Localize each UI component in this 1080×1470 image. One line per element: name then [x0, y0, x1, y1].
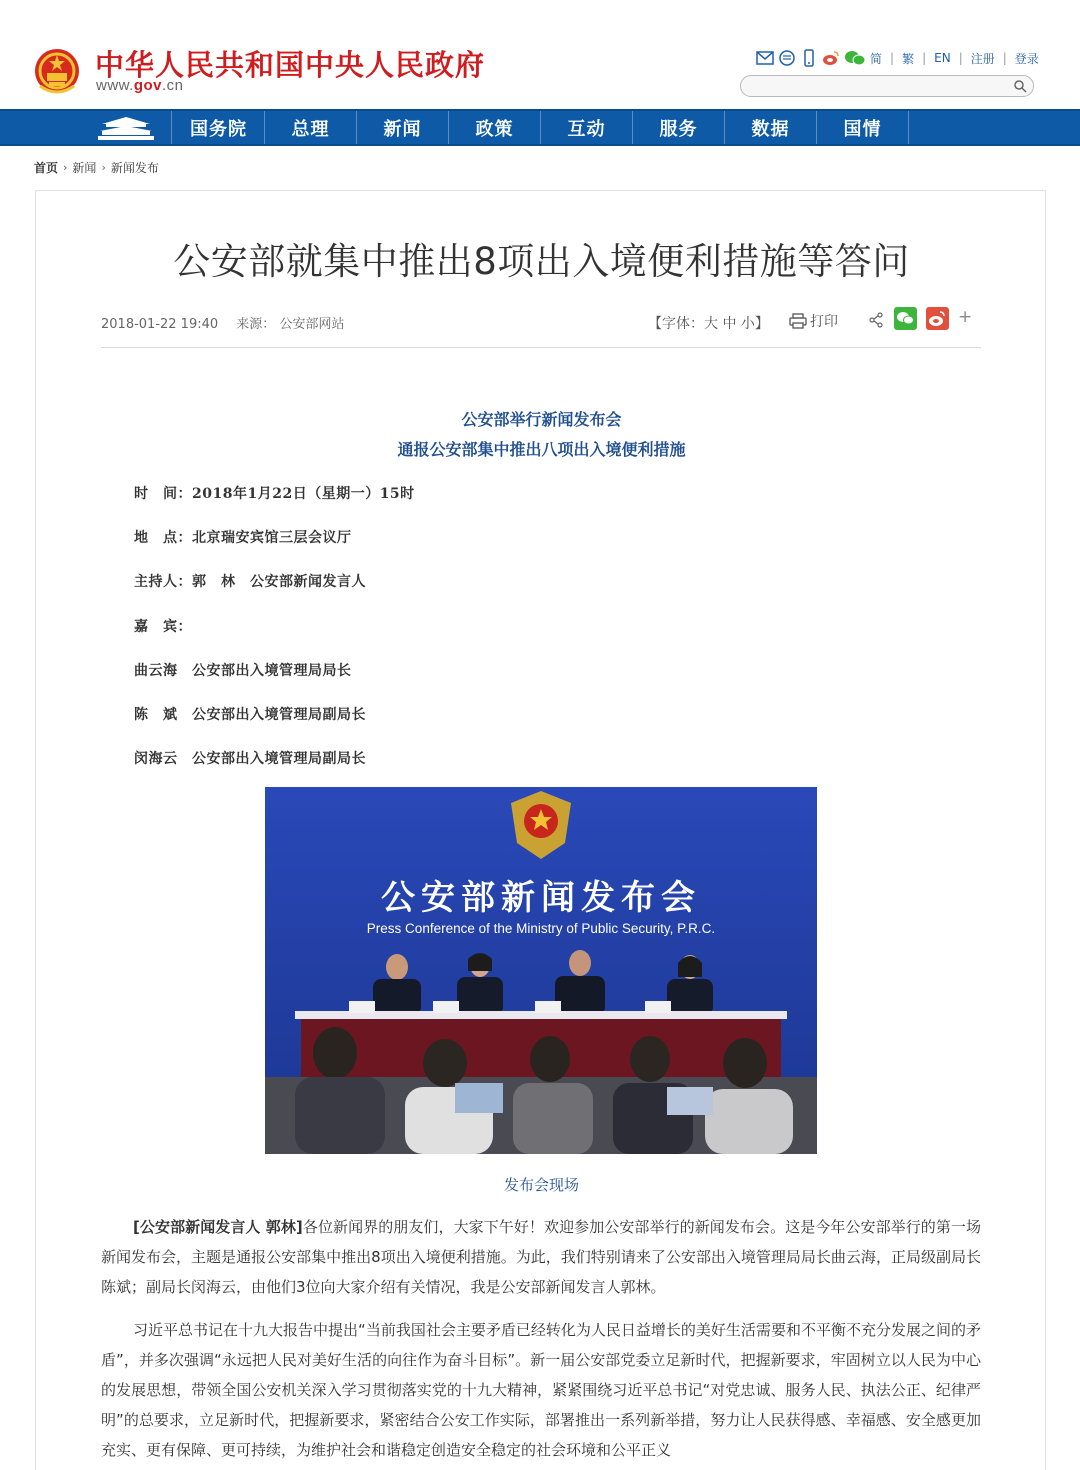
source-label: 来源： [236, 317, 276, 332]
info-host: 主持人：郭 林 公安部新闻发言人 [134, 574, 366, 590]
search-input[interactable] [751, 77, 1011, 97]
publish-date: 2018-01-22 19:40 [101, 317, 219, 332]
mobile-icon[interactable] [800, 49, 818, 67]
top-tools [756, 48, 1039, 68]
nav-item-interaction[interactable]: 互动 [541, 111, 633, 144]
article-meta [101, 313, 344, 332]
breadcrumb [34, 159, 159, 176]
article-paragraph-1 [101, 1212, 981, 1302]
nav-item-national-info[interactable]: 国情 [817, 111, 909, 144]
article-paragraph-2: 习近平总书记在十九大报告中提出“当前我国社会主要矛盾已经转化为人民日益增长的美好生活需要和不平衡不充分发展之间的矛盾”，并多次强调“永远把人民对美好生活的向往作为奋斗目标”。新一届公安部党委立足新时代，把握新要求，牢固树立以人民为中心的发展思想，带领全国公安机关深入学习贯彻落实党的十九大精神，紧紧围绕习近平总书记“对党忠诚、服务人民、执法公正、纪律严明”的总要求，立足新时代，把握新要求，紧密结合公安工作实际，部署推出一系列新举措，努力让人民获得感、幸福感、安全感更加充实、更有保障、更可持续，为维护社会和谐稳定创造安全稳定的社会环境和公平正义 [101, 1321, 981, 1459]
nav-item-services[interactable]: 服务 [633, 111, 725, 144]
more-share-button[interactable]: + [958, 307, 973, 327]
article-subhead-1: 公安部举行新闻发布会 [461, 410, 622, 429]
tools-separator: | [890, 51, 895, 65]
speaker-label: [公安部新闻发言人 郭林] [133, 1218, 303, 1236]
print-label: 打印 [810, 314, 838, 330]
info-location: 地 点：北京瑞安宾馆三层会议厅 [134, 530, 352, 546]
wechat-icon [894, 307, 917, 330]
nav-item-premier[interactable]: 总理 [265, 111, 357, 144]
info-guest-2: 陈 斌 公安部出入境管理局副局长 [134, 707, 366, 723]
weibo-icon[interactable] [822, 49, 840, 67]
mail-icon[interactable] [756, 49, 774, 67]
paragraph-1-text: 各位新闻界的朋友们，大家下午好！欢迎参加公安部举行的新闻发布会。这是今年公安部举行的第一场新闻发布会，主题是通报公安部集中推出8项出入境便利措施。为此，我们特别请来了公安部出入境管理局局长曲云海，正局级副局长陈斌；副局长闵海云，由他们3位向大家介绍有关情况，我是公安部新闻发言人郭林。 [101, 1218, 981, 1296]
wechat-icon[interactable] [844, 49, 866, 67]
printer-icon [789, 313, 807, 329]
search-icon[interactable] [1013, 79, 1027, 93]
site-url-suffix: .cn [162, 77, 184, 94]
info-guests-label: 嘉 宾： [134, 619, 192, 635]
breadcrumb-news[interactable]: 新闻 [72, 161, 97, 175]
weibo-icon [926, 307, 949, 330]
info-time: 时 间：2018年1月22日（星期一）15时 [134, 486, 415, 502]
weibo-share-button[interactable] [926, 307, 949, 330]
english-link[interactable]: EN [934, 51, 951, 65]
breadcrumb-arrow-icon: › [63, 161, 68, 174]
font-size-control[interactable]: 【字体：大 中 小】 [648, 316, 769, 332]
article-title: 公安部就集中推出8项出入境便利措施等答问 [173, 240, 910, 283]
info-guest-1: 曲云海 公安部出入境管理局局长 [134, 663, 352, 679]
site-url-domain: gov [133, 77, 163, 94]
register-link[interactable]: 注册 [970, 51, 995, 66]
simplified-chinese-link[interactable]: 简 [870, 51, 883, 66]
meta-divider [101, 347, 981, 348]
main-nav [0, 109, 1080, 146]
chat-icon[interactable] [778, 49, 796, 67]
tools-separator: | [922, 51, 927, 65]
print-button[interactable] [789, 311, 838, 331]
photo-banner-cn: 公安部新闻发布会 [381, 878, 701, 918]
tiananmen-icon [96, 115, 156, 141]
breadcrumb-news-release[interactable]: 新闻发布 [110, 161, 159, 175]
article-subhead-2: 通报公安部集中推出八项出入境便利措施 [397, 440, 686, 459]
nav-item-policy[interactable]: 政策 [449, 111, 541, 144]
breadcrumb-arrow-icon: › [101, 161, 106, 174]
tools-separator: | [958, 51, 963, 65]
traditional-chinese-link[interactable]: 繁 [902, 51, 915, 66]
nav-items [173, 111, 909, 144]
nav-item-data[interactable]: 数据 [725, 111, 817, 144]
audience [265, 1027, 817, 1154]
press-conference-photo [265, 787, 817, 1154]
tools-separator: | [1002, 51, 1007, 65]
info-guest-3: 闵海云 公安部出入境管理局副局长 [134, 751, 366, 767]
share-icon[interactable] [868, 312, 884, 328]
photo-scene [265, 787, 817, 1154]
photo-caption: 发布会现场 [503, 1176, 579, 1194]
article-container [35, 190, 1046, 1470]
wechat-share-button[interactable] [894, 307, 917, 330]
site-url[interactable] [96, 77, 184, 94]
nav-item-state-council[interactable]: 国务院 [173, 111, 265, 144]
site-title[interactable]: 中华人民共和国中央人民政府 [95, 48, 486, 82]
site-url-prefix: www. [96, 77, 134, 94]
nav-home[interactable] [80, 111, 172, 144]
search-box [740, 75, 1034, 97]
source-name: 公安部网站 [279, 317, 345, 332]
nav-item-news[interactable]: 新闻 [357, 111, 449, 144]
photo-banner-en: Press Conference of the Ministry of Public Security, P.R.C. [366, 921, 716, 936]
login-link[interactable]: 登录 [1014, 51, 1039, 66]
site-header [0, 0, 1080, 108]
breadcrumb-home[interactable]: 首页 [34, 161, 59, 175]
national-emblem-icon[interactable] [34, 46, 80, 96]
